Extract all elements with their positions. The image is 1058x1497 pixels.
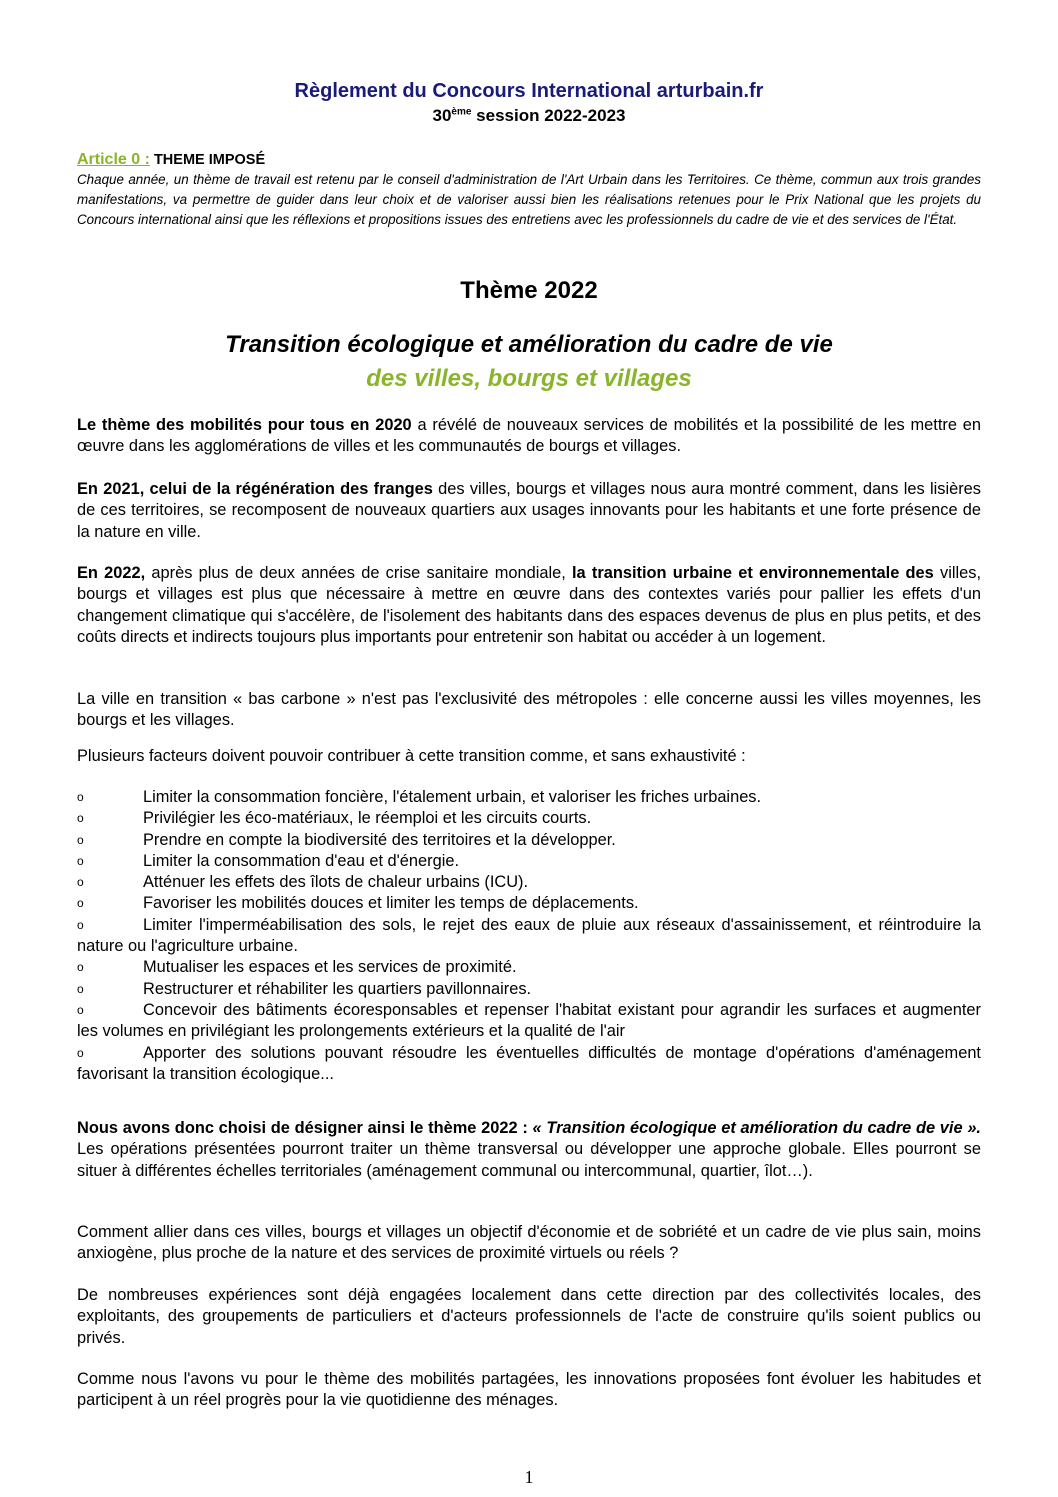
bullet-mark: o [77,896,84,911]
paragraph-bold: Nous avons donc choisi de désigner ainsi le thème 2022 : [77,1119,533,1137]
paragraph-bold-italic: « Transition écologique et amélioration du cadre de vie ». [532,1119,981,1137]
list-item-text: Limiter l'imperméabilisation des sols, le rejet des eaux de pluie aux réseaux d'assainissement, et réintroduire la nature ou l'agriculture urbaine. [77,915,981,956]
bullet-mark: o [77,832,84,847]
paragraph-text: des villes, bourgs et villages nous aura montré comment, dans les lisières de ces territoires, se recomposent de nouveaux quartiers aux usages innovants pour les habitants et une forte présence de la nature en ville. [77,480,981,541]
paragraph-question: Comment allier dans ces villes, bourgs et villages un objectif d'économie et de sobriété et un cadre de vie plus sain, moins anxiogène, plus proche de la nature et des services de proximité virtuels ou réels ? [77,1223,981,1263]
theme-subtitle: des villes, bourgs et villages [366,365,692,392]
paragraph-bold: la transition urbaine et environnementale des [572,564,934,582]
bullet-mark: o [77,1002,84,1017]
paragraph-text: après plus de deux années de crise sanitaire mondiale, [145,564,572,582]
paragraph-bold: En 2021, celui de la régénération des franges [77,480,433,498]
bullet-mark: o [77,811,84,826]
list-item-text: Limiter la consommation d'eau et d'énergie. [143,851,460,870]
bullet-mark: o [77,1045,84,1060]
list-item [77,787,981,808]
paragraph-2020 [77,415,981,458]
session-line [0,106,1058,126]
document-title: Règlement du Concours International arturbain.fr [294,80,764,102]
factors-list [77,787,981,1085]
list-item-text: Restructurer et réhabiliter les quartiers pavillonnaires. [143,979,532,998]
list-item [77,872,981,893]
list-item [77,957,981,978]
list-item-text: Mutualiser les espaces et les services de proximité. [143,958,517,977]
paragraph-theme-choice [77,1118,981,1182]
paragraph-2022 [77,563,981,648]
list-item-text: Concevoir des bâtiments écoresponsables et repenser l'habitat existant pour agrandir les surfaces et augmenter les volumes en privilégiant les prolongements extérieurs et la qualité de l'air [77,1000,981,1041]
list-item-text: Favoriser les mobilités douces et limiter les temps de déplacements. [143,894,639,913]
list-item-text: Atténuer les effets des îlots de chaleur urbains (ICU). [143,873,529,892]
bullet-mark: o [77,917,84,932]
paragraph-2021 [77,479,981,543]
session-number: 30 [432,106,452,125]
paragraph-experiences: De nombreuses expériences sont déjà engagées localement dans cette direction par des collectivités locales, des exploitants, des groupements de particuliers et d'acteurs professionnels de l'acte de construire qu'ils soient publics ou privés. [77,1286,981,1347]
paragraph-text: Les opérations présentées pourront traiter un thème transversal ou développer une approche globale. Elles pourront se situer à différentes échelles territoriales (aménagement communal ou intercommunal, quartier, îlot…). [77,1140,981,1180]
bullet-mark: o [77,853,84,868]
bullet-mark: o [77,960,84,975]
session-text: session 2022-2023 [471,106,626,125]
list-item [77,1000,981,1043]
theme-title: Transition écologique et amélioration du cadre de vie [225,331,833,358]
list-item [77,979,981,1000]
bullet-mark: o [77,875,84,890]
paragraph-text: a révélé de nouveaux services de mobilités et la possibilité de les mettre en œuvre dans les agglomérations de villes et les communautés de bourgs et villages. [77,416,981,456]
article-title: THEME IMPOSÉ [149,152,266,168]
bullet-mark: o [77,981,84,996]
list-item-text: Prendre en compte la biodiversité des territoires et la développer. [143,830,616,849]
article-text: Chaque année, un thème de travail est retenu par le conseil d'administration de l'Art Urbain dans les Territoires. Ce thème, commun aux trois grandes manifestations, va permettre de guider dans leur choix et de valoriser aussi bien les réalisations retenues pour le Prix National que les projets du Concours international ainsi que les réflexions et propositions issues des entretiens avec les professionnels du cadre de vie et des services de l'État. [77,172,981,227]
page-number: 1 [524,1467,534,1487]
list-item-text: Privilégier les éco-matériaux, le réemploi et les circuits courts. [143,809,592,828]
paragraph-bold: Le thème des mobilités pour tous en 2020 [77,416,412,434]
paragraph-bold: En 2022, [77,564,146,582]
list-item [77,830,981,851]
list-item [77,893,981,914]
article-label: Article 0 : [77,151,150,168]
article-heading [77,151,981,169]
paragraph-text: villes, bourgs et villages est plus que nécessaire à mettre en œuvre dans des contextes variés pour pallier les effets d'un changement climatique qui s'accélère, de l'isolement des habitants dans des espaces devenus de plus en plus petits, et des coûts directs et indirects toujours plus importants pour entretenir son habitat ou accéder à un logement. [77,564,982,646]
list-item-text: Apporter des solutions pouvant résoudre les éventuelles difficultés de montage d'opérations d'aménagement favorisant la transition écologique... [77,1043,981,1083]
list-item [77,1043,981,1086]
paragraph-facteurs: Plusieurs facteurs doivent pouvoir contribuer à cette transition comme, et sans exhaustivité : [77,747,746,765]
list-item [77,915,981,958]
theme-year-heading: Thème 2022 [460,277,598,304]
list-item [77,808,981,829]
list-item-text: Limiter la consommation foncière, l'étalement urbain, et valoriser les friches urbaines. [143,788,762,806]
paragraph-bas-carbone: La ville en transition « bas carbone » n'est pas l'exclusivité des métropoles : elle concerne aussi les villes moyennes, les bourgs et les villages. [77,690,981,730]
session-superscript: ème [451,106,472,118]
paragraph-mobilites: Comme nous l'avons vu pour le thème des mobilités partagées, les innovations proposées font évoluer les habitudes et participent à un réel progrès pour la vie quotidienne des ménages. [77,1370,981,1410]
list-item [77,851,981,872]
bullet-mark: o [77,790,84,804]
